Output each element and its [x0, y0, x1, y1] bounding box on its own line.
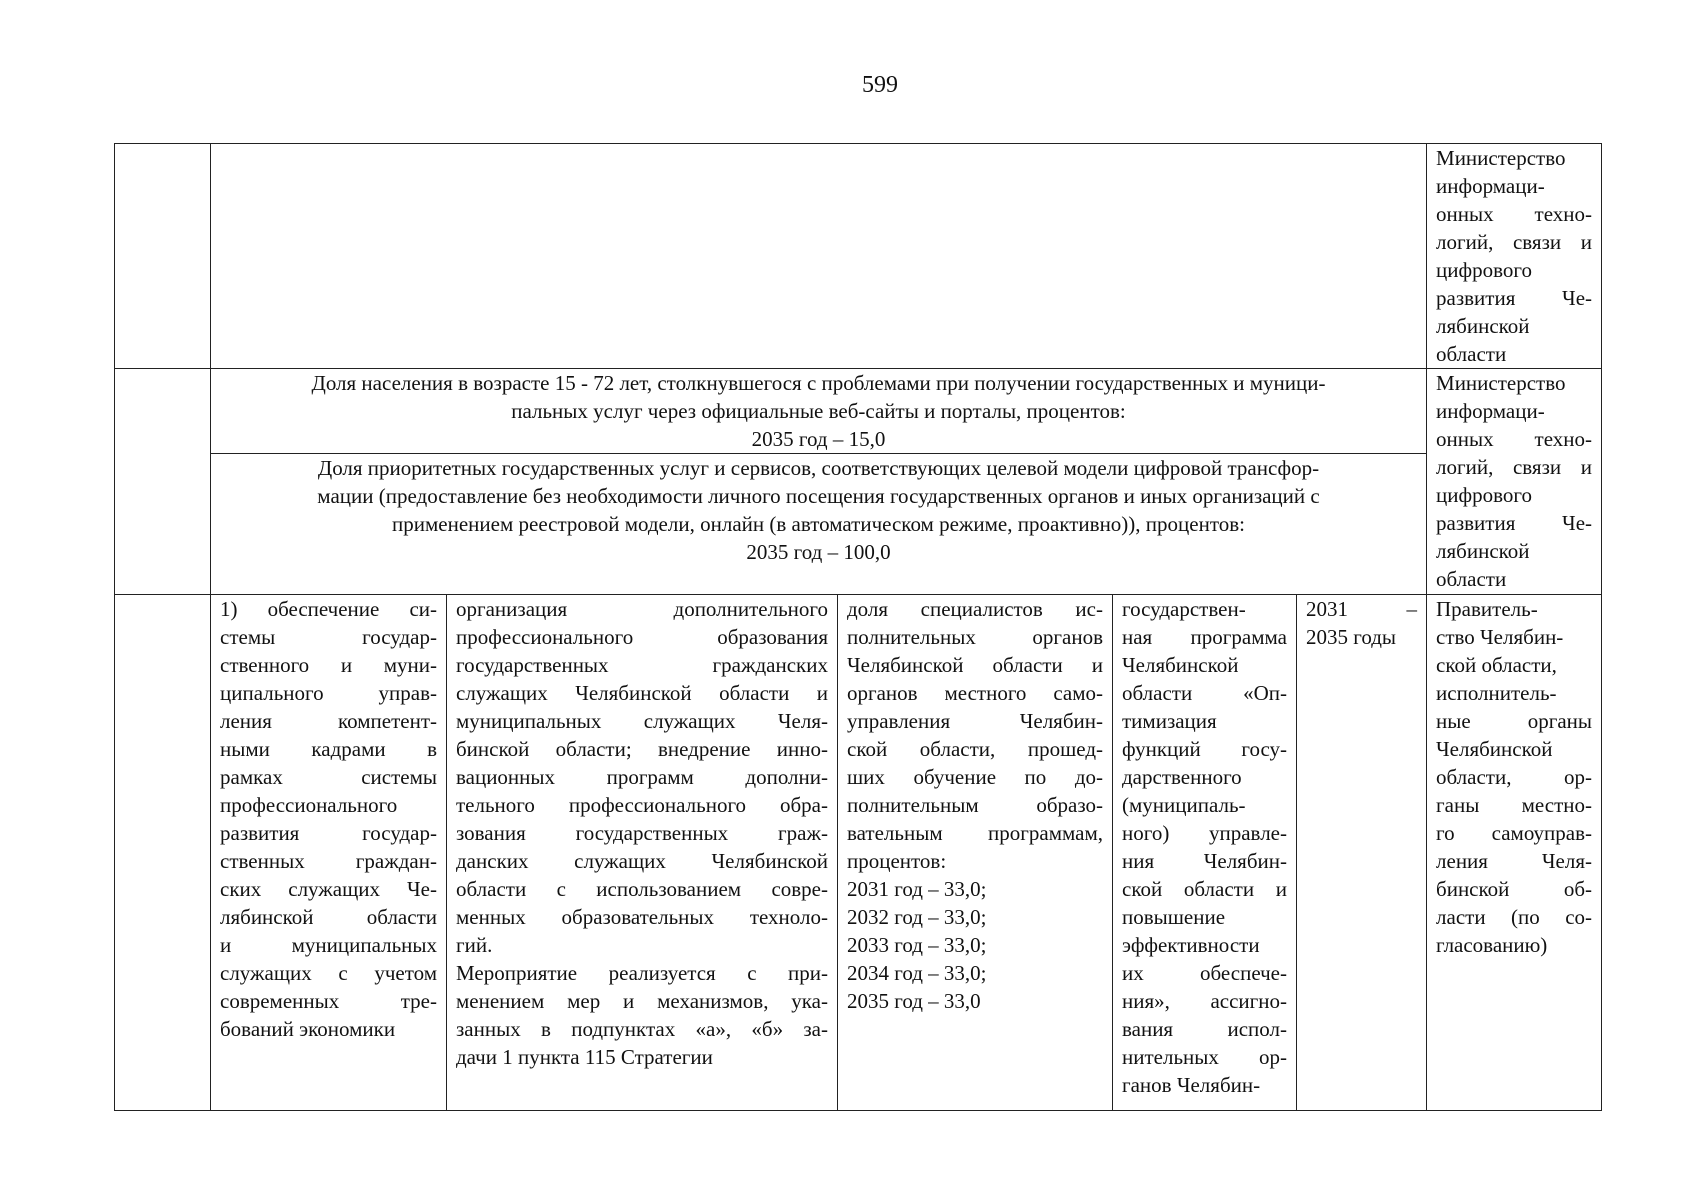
text-line: вательным программам, — [847, 821, 1103, 845]
text-line: менных образовательных техноло- — [456, 905, 828, 929]
empty-number-cell — [115, 144, 211, 369]
text-line: ство Челябин- — [1436, 625, 1564, 649]
text-line: современных тре- — [220, 989, 437, 1013]
text-line: лябинской — [1436, 314, 1530, 338]
text-line: ными кадрами в — [220, 737, 437, 761]
text-line: рамках системы — [220, 765, 437, 789]
text-line: ственных граждан- — [220, 849, 437, 873]
text-line: онных техно- — [1436, 202, 1593, 226]
text-line: лябинской — [1436, 539, 1530, 563]
text-line: Мероприятие реализуется с при- — [456, 961, 828, 985]
indicator-cell — [838, 595, 1113, 1111]
indicator-2-cell — [211, 454, 1427, 595]
text-line: служащих с учетом — [220, 961, 437, 985]
indicator-value: 2034 год – 33,0; — [847, 961, 987, 985]
text-line: профессионального — [220, 793, 398, 817]
text-line: бинской области; внедрение инно- — [456, 737, 828, 761]
text-line: и муниципальных — [220, 933, 437, 957]
text-line: развития Че- — [1436, 511, 1593, 535]
measure-cell — [447, 595, 838, 1111]
text-line: го самоуправ- — [1436, 821, 1593, 845]
text-line: области — [1436, 567, 1507, 591]
text-line: Министерство — [1436, 371, 1566, 395]
page-number: 599 — [862, 72, 898, 98]
text-line: ших обучение по до- — [847, 765, 1103, 789]
text-line: Челябинской — [1122, 653, 1239, 677]
text-line: управления Челябин- — [847, 709, 1103, 733]
text-line: функций госу- — [1122, 737, 1287, 761]
text-line: полнительным образо- — [847, 793, 1103, 817]
text-line: органов местного само- — [847, 681, 1103, 705]
text-line: ласти (по со- — [1436, 905, 1593, 929]
text-line: организация дополнительного — [456, 597, 828, 621]
text-line: Доля приоритетных государственных услуг и сервисов, соответствующих целевой модели цифровой трансфор- — [317, 456, 1320, 480]
term-cell — [1297, 595, 1427, 1111]
text-line: нительных ор- — [1122, 1045, 1287, 1069]
text-line: информаци- — [1436, 399, 1545, 423]
text-line: ских служащих Че- — [220, 877, 437, 901]
text-line: муниципальных служащих Челя- — [456, 709, 828, 733]
text-line: области «Оп- — [1122, 681, 1287, 705]
text-line: ные органы — [1436, 709, 1593, 733]
text-line: развития государ- — [220, 821, 437, 845]
document-table — [114, 143, 1602, 1111]
text-line: Министерство — [1436, 146, 1566, 170]
text-line: служащих Челябинской области и — [456, 681, 828, 705]
indicator-value: 2035 год – 33,0 — [847, 989, 981, 1013]
text-line: дачи 1 пункта 115 Стратегии — [456, 1045, 713, 1069]
text-line: 2031 – — [1306, 597, 1418, 621]
text-line: цифрового — [1436, 258, 1532, 282]
text-line: их обеспече- — [1122, 961, 1287, 985]
text-line: государственных гражданских — [456, 653, 828, 677]
text-line: исполнитель- — [1436, 681, 1557, 705]
text-line: бований экономики — [220, 1017, 396, 1041]
text-line: ской области и — [1122, 877, 1287, 901]
text-line: лябинской области — [220, 905, 437, 929]
text-line: области — [1436, 342, 1507, 366]
text-line: ской области, — [1436, 653, 1557, 677]
table-row-indicator-2 — [115, 454, 1602, 595]
text-line: эффективности — [1122, 933, 1260, 957]
text-line: развития Че- — [1436, 286, 1593, 310]
text-line: ственного и муни- — [220, 653, 437, 677]
responsible-cell-3 — [1427, 595, 1602, 1111]
text-line: Челябинской — [1436, 737, 1553, 761]
text-line: доля специалистов ис- — [847, 597, 1103, 621]
text-line: ципального управ- — [220, 681, 437, 705]
table-row-indicator-1 — [115, 369, 1602, 454]
text-line: ления Челя- — [1436, 849, 1593, 873]
responsible-cell-top — [1427, 144, 1602, 369]
text-line: зования государственных граж- — [456, 821, 828, 845]
text-line: дарственного — [1122, 765, 1242, 789]
text-line: 2035 год – 100,0 — [746, 540, 891, 564]
text-line: ного) управле- — [1122, 821, 1287, 845]
text-line: 2035 год – 15,0 — [751, 427, 886, 451]
empty-number-cell — [115, 369, 211, 595]
empty-number-cell — [115, 595, 211, 1111]
text-line: Правитель- — [1436, 597, 1538, 621]
text-line: логий, связи и — [1436, 230, 1593, 254]
text-line: онных техно- — [1436, 427, 1593, 451]
text-line: тимизация — [1122, 709, 1217, 733]
indicator-value: 2032 год – 33,0; — [847, 905, 987, 929]
text-line: процентов: — [847, 849, 947, 873]
text-line: ния», ассигно- — [1122, 989, 1287, 1013]
text-line: логий, связи и — [1436, 455, 1593, 479]
text-line: мации (предоставление без необходимости личного посещения государственных органов и иных организаций с — [317, 484, 1320, 508]
empty-content-cell — [211, 144, 1427, 369]
text-line: бинской об- — [1436, 877, 1593, 901]
text-line: полнительных органов — [847, 625, 1103, 649]
text-line: ганы местно- — [1436, 793, 1593, 817]
text-line: Челябинской области и — [847, 653, 1103, 677]
text-line: гласованию) — [1436, 933, 1548, 957]
text-line: государствен- — [1122, 597, 1246, 621]
text-line: менением мер и механизмов, ука- — [456, 989, 828, 1013]
text-line: (муниципаль- — [1122, 793, 1246, 817]
text-line: информаци- — [1436, 174, 1545, 198]
text-line: ния Челябин- — [1122, 849, 1287, 873]
indicator-value: 2031 год – 33,0; — [847, 877, 987, 901]
table-row-task-1 — [115, 595, 1602, 1111]
text-line: применением реестровой модели, онлайн (в автоматическом режиме, проактивно)), процентов: — [392, 512, 1245, 536]
text-line: занных в подпунктах «а», «б» за- — [456, 1017, 828, 1041]
text-line: области, ор- — [1436, 765, 1593, 789]
text-line: ная программа — [1122, 625, 1287, 649]
text-line: вания испол- — [1122, 1017, 1287, 1041]
task-cell — [211, 595, 447, 1111]
text-line: вационных программ дополни- — [456, 765, 828, 789]
text-line: цифрового — [1436, 483, 1532, 507]
text-line: ской области, прошед- — [847, 737, 1103, 761]
text-line: Доля населения в возрасте 15 - 72 лет, столкнувшегося с проблемами при получении государственных и муници- — [311, 371, 1326, 395]
text-line: тельного профессионального обра- — [456, 793, 828, 817]
text-line: области с использованием совре- — [456, 877, 828, 901]
text-line: данских служащих Челябинской — [456, 849, 828, 873]
text-line: стемы государ- — [220, 625, 437, 649]
indicator-value: 2033 год – 33,0; — [847, 933, 987, 957]
text-line: повышение — [1122, 905, 1226, 929]
text-line: гий. — [456, 933, 493, 957]
text-line: 2035 годы — [1306, 625, 1397, 649]
text-line: ления компетент- — [220, 709, 437, 733]
responsible-cell-2 — [1427, 369, 1602, 595]
text-line: профессионального образования — [456, 625, 828, 649]
program-cell — [1113, 595, 1297, 1111]
indicator-1-cell — [211, 369, 1427, 454]
text-line: 1) обеспечение си- — [220, 597, 437, 621]
table-row-top — [115, 144, 1602, 369]
text-line: пальных услуг через официальные веб-сайты и порталы, процентов: — [511, 399, 1126, 423]
text-line: ганов Челябин- — [1122, 1073, 1261, 1097]
